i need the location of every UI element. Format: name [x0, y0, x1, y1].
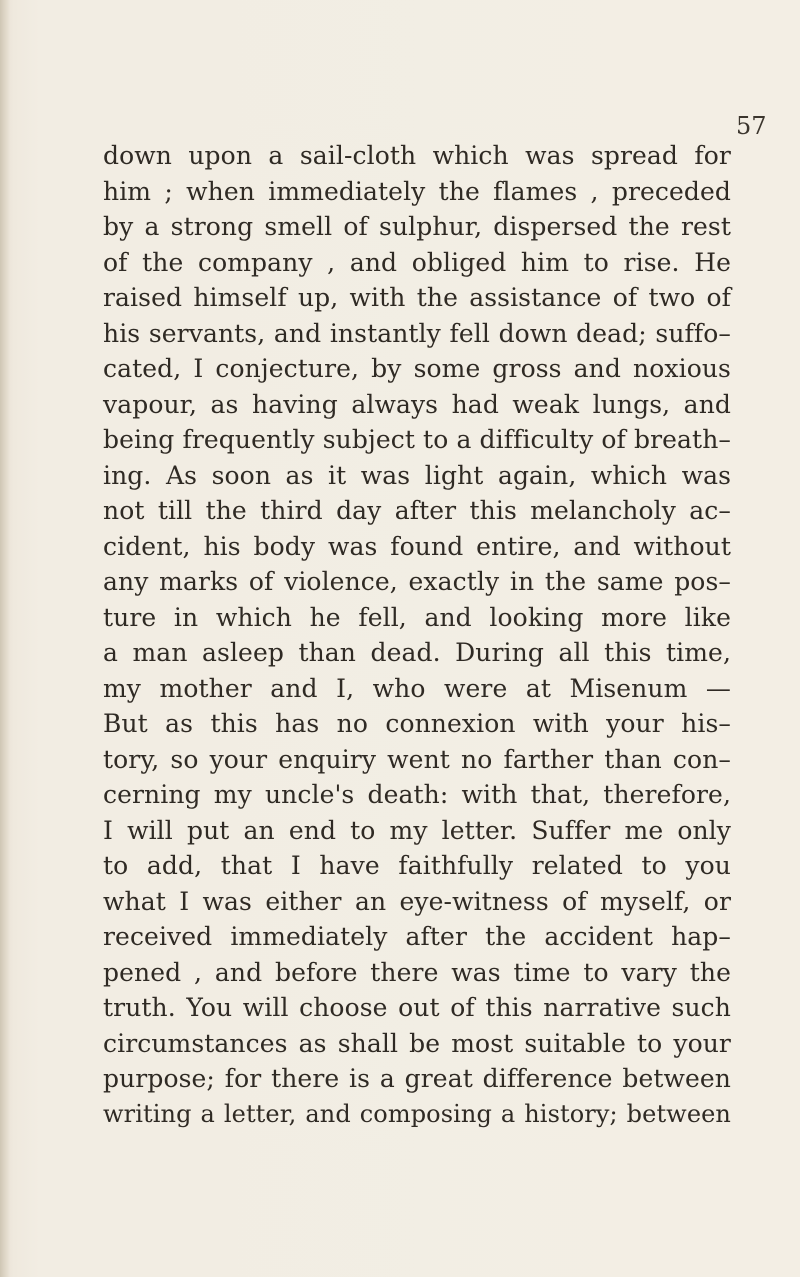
text-line: him ; when immediately the flames , preceded — [103, 176, 731, 206]
body-text — [103, 138, 731, 1132]
text-line: purpose; for there is a great difference between — [103, 1064, 731, 1093]
text-line: received immediately after the accident hap– — [103, 922, 731, 951]
text-line: cated, I conjecture, by some gross and noxious — [103, 354, 731, 383]
text-line: But as this has no connexion with your his– — [103, 709, 731, 738]
text-line: pened , and before there was time to vary the — [103, 957, 731, 987]
text-line: tory, so your enquiry went no farther than con– — [103, 744, 731, 774]
text-line: truth. You will choose out of this narrative such — [103, 993, 731, 1022]
text-line: raised himself up, with the assistance of two of — [103, 283, 731, 312]
text-line: I will put an end to my letter. Suffer me only — [103, 815, 731, 845]
text-line: ing. As soon as it was light again, which was — [103, 460, 731, 490]
text-line: any marks of violence, exactly in the same pos– — [103, 567, 731, 596]
text-line: vapour, as having always had weak lungs, and — [103, 389, 731, 419]
text-line: writing a letter, and composing a history; between — [103, 1099, 731, 1128]
text-line: to add, that I have faithfully related to you — [103, 851, 731, 880]
page-number: 57 — [736, 112, 767, 140]
text-line: my mother and I, who were at Misenum — — [103, 673, 731, 703]
text-line: circumstances as shall be most suitable to your — [103, 1028, 731, 1058]
text-line: what I was either an eye-witness of myself, or — [103, 886, 731, 916]
text-line: a man asleep than dead. During all this time, — [103, 638, 731, 667]
text-line: ture in which he fell, and looking more like — [103, 602, 731, 632]
page-binding-edge — [0, 0, 10, 1277]
text-line: being frequently subject to a difficulty of breath– — [103, 425, 731, 454]
text-line: not till the third day after this melancholy ac– — [103, 496, 731, 525]
text-line: his servants, and instantly fell down dead; suffo– — [103, 318, 731, 348]
text-line: of the company , and obliged him to rise. He — [103, 247, 731, 277]
text-line: by a strong smell of sulphur, dispersed the rest — [103, 212, 731, 241]
text-line: cident, his body was found entire, and without — [103, 531, 731, 561]
text-line: down upon a sail-cloth which was spread for — [103, 141, 731, 170]
text-line: cerning my uncle's death: with that, therefore, — [103, 780, 731, 809]
